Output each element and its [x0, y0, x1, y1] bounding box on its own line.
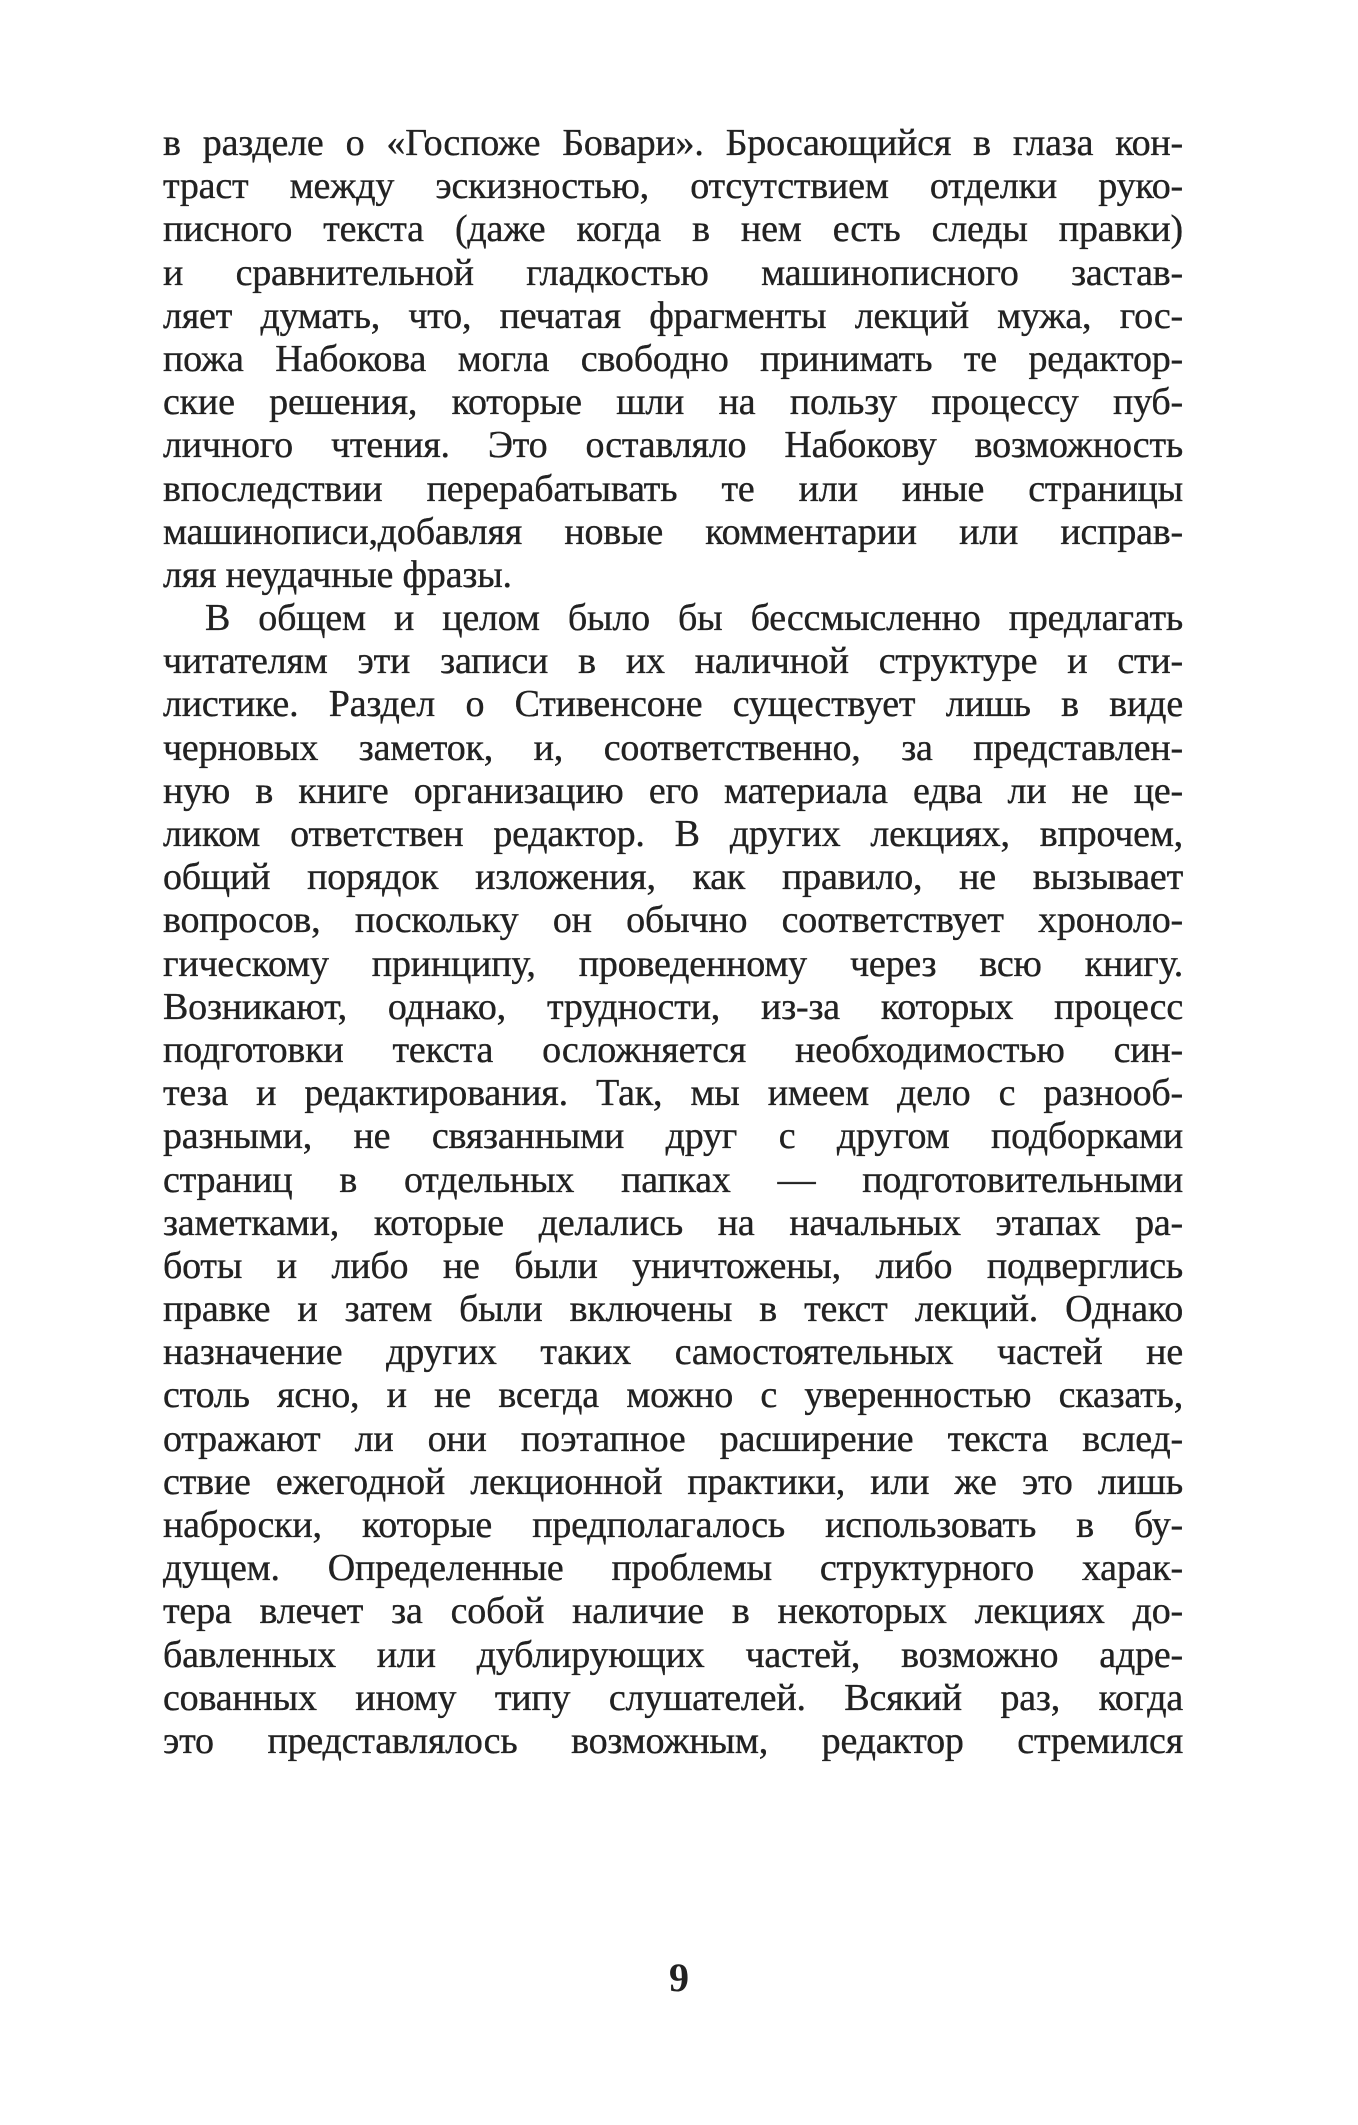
- text-line: ляет думать, что, печатая фрагменты лекций мужа, гос-: [163, 294, 1183, 337]
- text-line: ную в книге организацию его материала едва ли не це-: [163, 769, 1183, 812]
- text-line: правке и затем были включены в текст лекций. Однако: [163, 1288, 1183, 1331]
- text-line: В общем и целом было бы бессмысленно предлагать: [205, 597, 1183, 640]
- text-line: столь ясно, и не всегда можно с уверенностью сказать,: [163, 1374, 1183, 1417]
- body-text: [163, 122, 1183, 1763]
- text-line: вопросов, поскольку он обычно соответствует хроноло-: [163, 899, 1183, 942]
- text-line: наброски, которые предполагалось использовать в бу-: [163, 1504, 1183, 1546]
- text-line: общий порядок изложения, как правило, не вызывает: [163, 856, 1183, 899]
- text-line: это представлялось возможным, редактор стремился: [163, 1719, 1183, 1762]
- page-number: 9: [669, 1955, 689, 2000]
- text-line: боты и либо не были уничтожены, либо подверглись: [163, 1244, 1183, 1287]
- text-line: читателям эти записи в их наличной структуре и сти-: [163, 640, 1183, 683]
- text-line: в разделе о «Госпоже Бовари». Бросающийся в глаза кон-: [163, 122, 1183, 164]
- text-line: ликом ответствен редактор. В других лекциях, впрочем,: [163, 813, 1183, 855]
- text-line: бавленных или дублирующих частей, возможно адре-: [163, 1633, 1183, 1676]
- text-line: дущем. Определенные проблемы структурного харак-: [163, 1547, 1183, 1590]
- text-line: пожа Набокова могла свободно принимать те редактор-: [163, 337, 1183, 380]
- text-line: личного чтения. Это оставляло Набокову возможность: [163, 424, 1183, 467]
- text-line: и сравнительной гладкостью машинописного застав-: [163, 251, 1183, 294]
- text-line: ствие ежегодной лекционной практики, или же это лишь: [163, 1460, 1183, 1503]
- text-line: траст между эскизностью, отсутствием отделки руко-: [163, 165, 1183, 208]
- text-line: тера влечет за собой наличие в некоторых лекциях до-: [163, 1590, 1183, 1633]
- text-line: разными, не связанными друг с другом подборками: [163, 1115, 1183, 1158]
- text-line: ляя неудачные фразы.: [163, 553, 512, 596]
- text-line: черновых заметок, и, соответственно, за представлен-: [163, 726, 1183, 769]
- text-line: Возникают, однако, трудности, из-за которых процесс: [163, 985, 1183, 1028]
- text-line: впоследствии перерабатывать те или иные страницы: [163, 467, 1183, 510]
- text-line: страниц в отдельных папках — подготовительными: [163, 1158, 1183, 1201]
- text-line: гическому принципу, проведенному через всю книгу.: [163, 942, 1183, 985]
- text-line: писного текста (даже когда в нем есть следы правки): [163, 208, 1183, 251]
- text-line: отражают ли они поэтапное расширение текста вслед-: [163, 1417, 1183, 1460]
- text-line: сованных иному типу слушателей. Всякий раз, когда: [163, 1676, 1183, 1719]
- text-line: машинописи,добавляя новые комментарии или исправ-: [163, 510, 1183, 553]
- text-line: подготовки текста осложняется необходимостью син-: [163, 1028, 1183, 1071]
- text-line: назначение других таких самостоятельных частей не: [163, 1331, 1183, 1374]
- text-line: теза и редактирования. Так, мы имеем дело с разнооб-: [163, 1072, 1183, 1115]
- text-line: ские решения, которые шли на пользу процессу пуб-: [163, 381, 1183, 424]
- text-line: заметками, которые делались на начальных этапах ра-: [163, 1201, 1183, 1244]
- text-line: листике. Раздел о Стивенсоне существует лишь в виде: [163, 683, 1183, 726]
